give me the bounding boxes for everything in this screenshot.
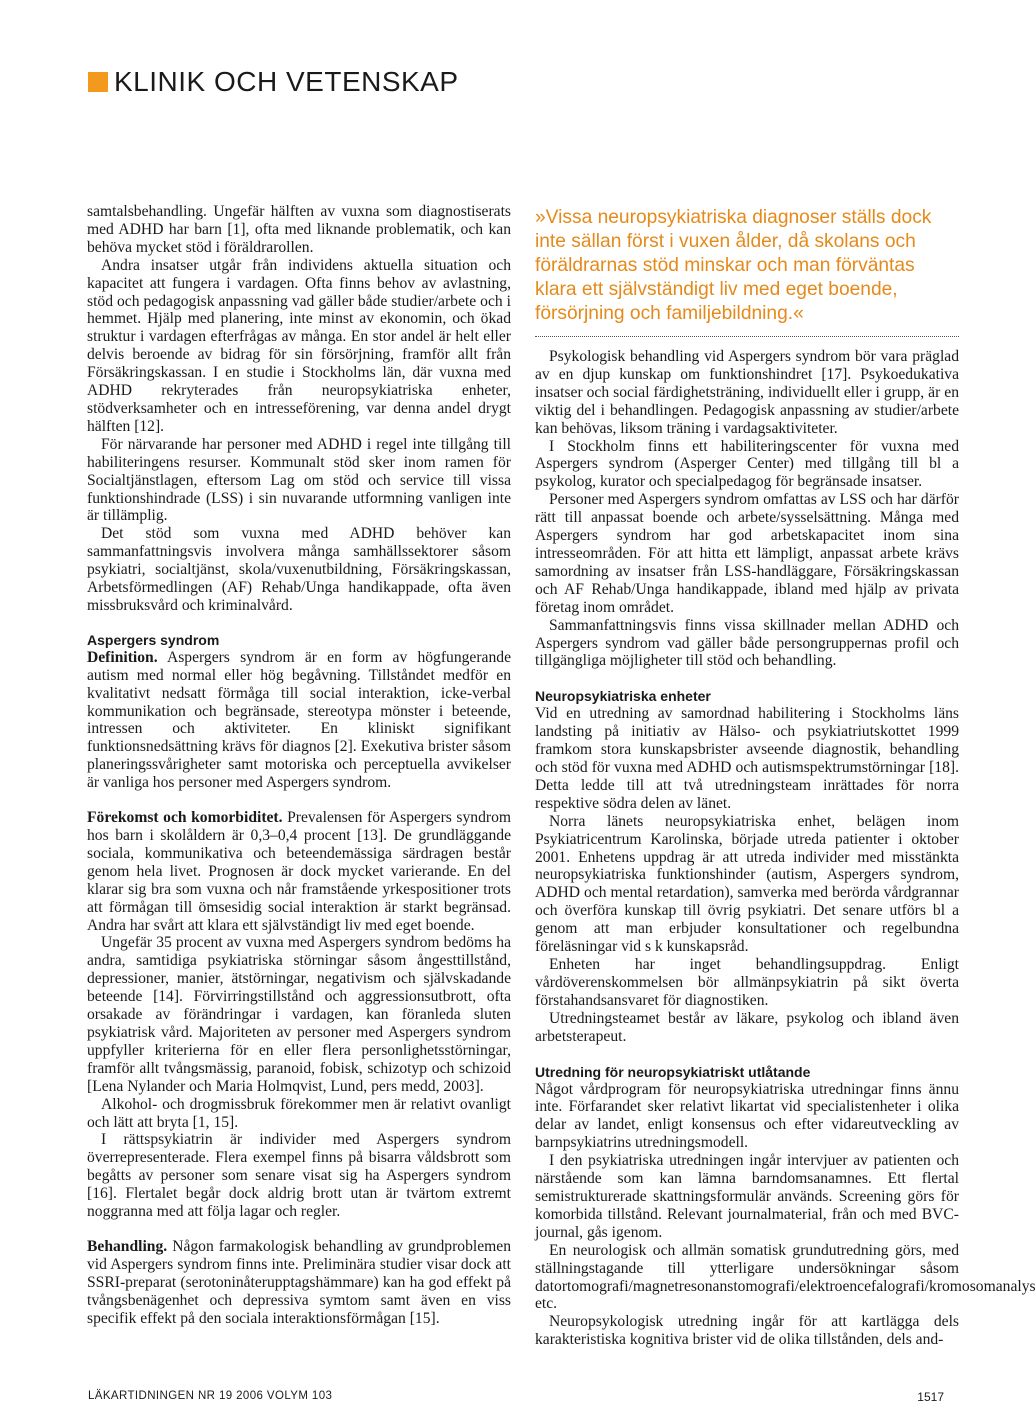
paragraph: Vid en utredning av samordnad habilitering i Stockholms läns landsting på initiativ av Hälso- och psykiatriutskottet 1999 framkom stora kunskapsbrister avseende diagnostik, behandling och stöd för vuxna med ADHD och autismspektrumstörningar [18]. Detta ledde till att två utredningsteam inrättades för norra respektive södra delen av länet. [535,705,959,812]
paragraph: Enheten har inget behandlingsuppdrag. Enligt vårdöverenskommelsen bör allmänpsykiatrin på sikt överta förstahandsansvaret för diagnostiken. [535,956,959,1009]
section-marker-icon [88,72,108,92]
paragraph: I rättspsykiatrin är individer med Aspergers syndrom överrepresenterade. Flera exempel finns på bisarra våldsbrott som begåtts av personer som senare visat sig ha Aspergers syndrom [16]. Flertalet begår dock aldrig brott utan är tvärtom extremt noggranna med att följa lagar och regler. [87,1131,511,1221]
paragraph-treatment [87,1238,511,1328]
section-title: KLINIK OCH VETENSKAP [114,66,459,97]
subheading-neuro-units: Neuropsykiatriska enheter [535,688,711,705]
paragraph: Alkohol- och drogmissbruk förekommer men är relativt ovanligt och lätt att bryta [1, 15]. [87,1095,511,1131]
paragraph: I Stockholm finns ett habiliteringscenter för vuxna med Aspergers syndrom (Asperger Center) med tillgång till bl a psykolog, kurator och specialpedagog för begränsade insatser. [535,437,959,491]
subheading-aspergers: Aspergers syndrom [87,631,220,648]
paragraph: Neuropsykologisk utredning ingår för att kartlägga dels karakteristiska kognitiva brister vid de olika tillstånden, dels and- [535,1313,959,1349]
paragraph-prevalence [87,809,511,934]
paragraph: samtalsbehandling. Ungefär hälften av vuxna som diagnostiserats med ADHD har barn [1], ofta med liknande problematik, och kan behöva mycket stöd i föräldrarollen. [87,203,511,256]
paragraph: Personer med Aspergers syndrom omfattas av LSS och har därför rätt till anpassat boende och arbete/sysselsättning. Många med Aspergers syndrom har god arbetskapacitet inom sina intresseområden. För att hitta ett lämpligt, anpassat arbete krävs samordning av insatser från LSS-handläggare, Försäkringskassan och AF Rehab/Unga handikappade, ibland med hjälp av privata företag inom området. [535,491,959,616]
right-column [535,206,1036,1349]
section-header [88,66,459,98]
paragraph: För närvarande har personer med ADHD i regel inte tillgång till habiliteringens resurser. Kommunalt stöd sker inom ramen för Socialtjänstlagen, eftersom Lag om stöd och service till vissa funktionshindrade (LSS) i sin nuvarande utformning vanligen inte är tillämplig. [87,435,511,525]
paragraph: Psykologisk behandling vid Aspergers syndrom bör vara präglad av en djup kunskap om funktionshindret [17]. Psykoedukativa insatser och social färdighetsträning, individuellt eller i grupp, är en viktig del i behandlingen. Pedagogisk anpassning av studier/arbete kan behövas, liksom träning i vardagsaktiviteter. [535,348,959,437]
run-in-heading: Förekomst och komorbiditet. [87,809,283,827]
run-in-heading: Definition. [87,648,158,666]
footer-journal: LÄKARTIDNINGEN NR 19 2006 VOLYM 103 [88,1390,333,1402]
paragraph-text: Aspergers syndrom är en form av högfungerande autism med normal eller hög begåvning. Tillståndet medför en kvalitativt nedsatt förmåga till social interaktion, icke-verbal kommunikation och begränsade, stereotypa mönster i beteende, intressen och aktiviteter. En kliniskt signifikant funktionsnedsättning krävs för diagnos [2]. Exekutiva brister såsom planeringssvårigheter samt motoriska och perceptuella avvikelser är vanliga hos personer med Aspergers syndrom. [87,648,511,792]
run-in-heading: Behandling. [87,1237,168,1255]
paragraph: Något vårdprogram för neuropsykiatriska utredningar finns ännu inte. Förfarandet sker relativt likartat vid specialistenheter i olika delar av landet, enligt konsensus och efter vidareutveckling av barnpsykiatrins utredningsmodell. [535,1080,959,1152]
paragraph: Det stöd som vuxna med ADHD behöver kan sammanfattningsvis involvera många samhällssektorer såsom psykiatri, socialtjänst, skola/vuxenutbildning, Försäkringskassan, Arbetsförmedlingen (AF) Rehab/Unga handikappade, ofta även missbruksvård och kriminalvård. [87,525,511,614]
paragraph-text: Någon farmakologisk behandling av grundproblemen vid Aspergers syndrom finns inte. Preliminära studier visar dock att SSRI-preparat (serotoninåterupptagshämmare) kan ha god effekt på tvångsbenägenhet och depressiva symtom samt även en viss specifik effekt på den sociala interaktionsförmågan [15]. [87,1237,511,1327]
paragraph: Andra insatser utgår från individens aktuella situation och kapacitet att fungera i vardagen. Ofta finns behov av avlastning, stöd och pedagogisk anpassning vad gäller både studier/arbete och i hemmet. Hjälp med planering, inte minst av ekonomin, och ökad struktur i vardagen efterfrågas av många. En stor andel är helt eller delvis beroende av bidrag för sin försörjning, framför allt från Försäkringskassan. I en studie i Stockholms län, där vuxna med ADHD rekryterades från neuropsykiatriska enheter, stödverksamheter och en intresseförening, var denna andel drygt hälften [12]. [87,256,511,435]
paragraph-definition [87,649,511,792]
pull-quote: »Vissa neuropsykiatriska diagnoser ställs dock inte sällan först i vuxen ålder, då skolans och föräldrarnas stöd minskar och man förväntas klara ett självständigt liv med eget boende, försörjning och familjebildning.« [535,207,932,324]
paragraph: Utredningsteamet består av läkare, psykolog och ibland även arbetsterapeut. [535,1009,959,1045]
pull-quote-divider [535,336,959,337]
page-number: 1517 [917,1390,944,1404]
left-column [87,203,511,1327]
paragraph: Norra länets neuropsykiatriska enhet, belägen inom Psykiatricentrum Karolinska, började utreda patienter i oktober 2001. Enhetens uppdrag är att utreda individer med misstänkta neuropsykiatriska funktionshinder (autism, Aspergers syndrom, ADHD och mental retardation), samverka med berörda vårdgrannar och överföra kunskap till övrig psykiatri. Det senare utförs bl a genom att man erbjuder konsultationer och regelbundna föreläsningar vid s k kunskapsråd. [535,812,959,956]
paragraph: I den psykiatriska utredningen ingår intervjuer av patienten och närstående som kan lämna barndomsanamnes. Ett flertal semistrukturerade skattningsformulär används. Screening görs för komorbida tillstånd. Relevant journalmaterial, från och med BVC-journal, gås igenom. [535,1152,959,1241]
paragraph: En neurologisk och allmän somatisk grundutredning görs, med ställningstagande till ytterligare undersökningar såsom datortomografi/magnetresonanstomografi/elektroencefalografi/kromosomanalys etc. [535,1241,1036,1313]
subheading-assessment: Utredning för neuropsykiatriskt utlåtande [535,1063,811,1080]
paragraph: Ungefär 35 procent av vuxna med Aspergers syndrom bedöms ha andra, samtidiga psykiatriska störningar såsom ångesttillstånd, depressioner, manier, ätstörningar, negativism och självskadande beteende [14]. Förvirringstillstånd och aggressionsutbrott, ofta orsakade av förändringar i vardagen, kan föranleda sluten psykiatrisk vård. Majoriteten av personer med Aspergers syndrom uppfyller kriterierna för en eller flera personlighetsstörningar, framför allt tvångsmässig, paranoid, fobisk, schizotyp och schizoid [Lena Nylander och Maria Holmqvist, Lund, pers medd, 2003]. [87,934,511,1095]
paragraph-text: Prevalensen för Aspergers syndrom hos barn i skolåldern är 0,3–0,4 procent [13]. De grundläggande sociala, kommunikativa och beteendemässiga särdragen består genom hela livet. Prognosen är dock mycket varierande. En del klarar sig bra som vuxna och når framstående yrkespositioner trots att förmågan till ömsesidig social interaktion är starkt begränsad. Andra har svårt att klara ett självständigt liv med eget boende. [87,809,511,934]
paragraph: Sammanfattningsvis finns vissa skillnader mellan ADHD och Aspergers syndrom vad gäller både persongruppernas profil och tillgängliga möjligheter till stöd och behandling. [535,616,959,670]
